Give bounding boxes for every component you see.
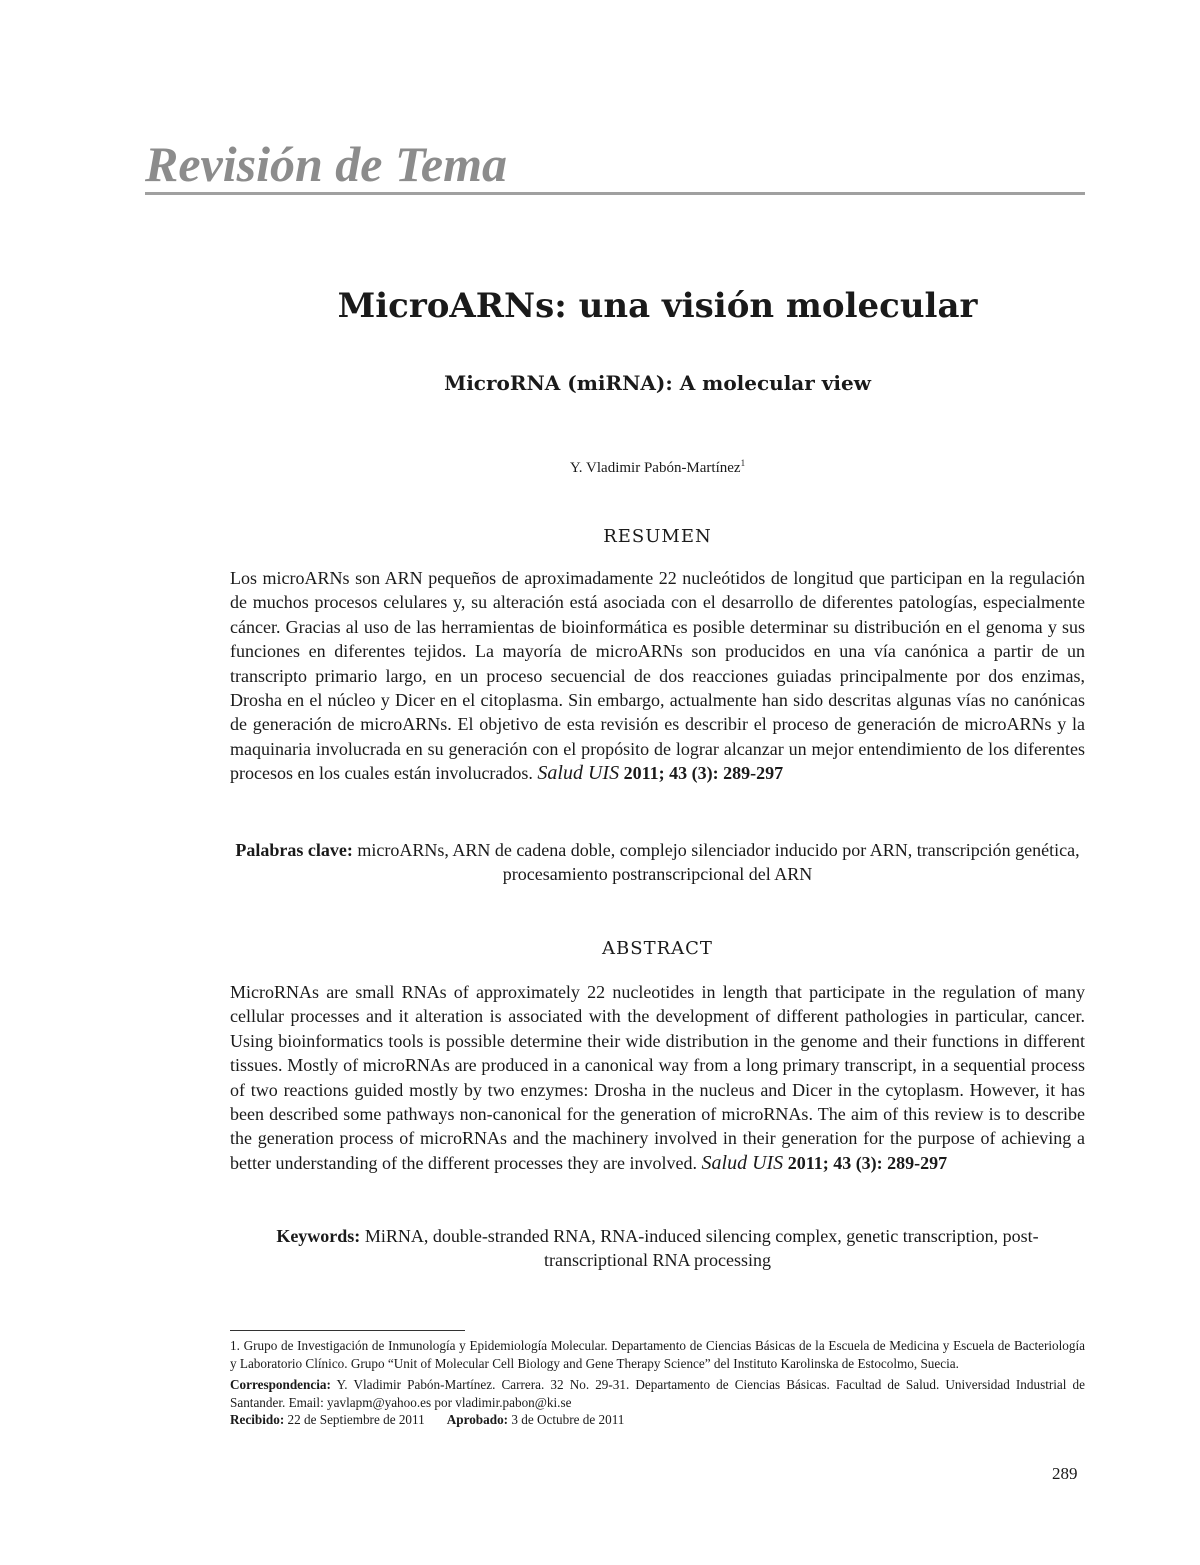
resumen-heading: RESUMEN — [603, 526, 712, 547]
resumen-keywords-label: Palabras clave: — [235, 840, 353, 860]
resumen-text: Los microARNs son ARN pequeños de aproximadamente 22 nucleótidos de longitud que participan en la regulación de muchos procesos celulares y, su alteración está asociada con el desarrollo de diferentes patologías, especialmente cáncer. Gracias al uso de las herramientas de bioinformática es posible determinar su distribución en el genoma y sus funciones en diferentes tejidos. La mayoría de microARNs son producidos en una vía canónica a partir de un transcripto primario largo, en un proceso secuencial de dos reacciones guiadas principalmente por dos enzimas, Drosha en el núcleo y Dicer en el citoplasma. Sin embargo, actualmente han sido descritas algunas vías no canónicas de generación de microARNs. El objetivo de esta revisión es describir el proceso de generación de microARNs y la maquinaria involucrada en su generación con el propósito de lograr alcanzar un mejor entendimiento de los diferentes procesos en los cuales están involucrados. — [230, 568, 1085, 784]
page-number: 289 — [1052, 1464, 1078, 1483]
footnote-divider — [230, 1330, 465, 1331]
footnotes — [230, 1337, 1085, 1429]
abstract-keywords — [230, 1224, 1085, 1272]
resumen-journal-name: Salud UIS — [537, 762, 620, 785]
abstract-keywords-label: Keywords: — [276, 1226, 361, 1246]
abstract-heading: ABSTRACT — [602, 938, 713, 959]
resumen-body — [230, 566, 1085, 786]
abstract-body — [230, 980, 1085, 1175]
author-footnote-marker: 1 — [740, 458, 746, 468]
approved-label: Aprobado: — [446, 1412, 509, 1428]
article-title: MicroARNs: una visión molecular — [337, 286, 978, 326]
abstract-journal-name: Salud UIS — [701, 1151, 784, 1174]
section-title: Revisión de Tema — [145, 136, 508, 192]
section-divider — [145, 192, 1085, 195]
correspondence-text: Y. Vladimir Pabón-Martínez. Carrera. 32 No. 29-31. Departamento de Ciencias Básicas. Facultad de Salud. Universidad Industrial de Santander. Email: yavlapm@yahoo.es por vladimir.pabon@ki.se — [230, 1377, 1085, 1410]
section-header — [145, 136, 1085, 192]
footnote-correspondence — [230, 1376, 1085, 1411]
correspondence-label: Correspondencia: — [230, 1377, 331, 1393]
footnote-affiliation: 1. Grupo de Investigación de Inmunología y Epidemiología Molecular. Departamento de Ciencias Básicas de la Escuela de Medicina y Escuela de Bacteriología y Laboratorio Clínico. Grupo “Unit of Molecular Cell Biology and Gene Therapy Science” del Instituto Karolinska de Estocolmo, Suecia. — [230, 1338, 1085, 1371]
footnote-dates — [230, 1411, 1085, 1429]
abstract-text: MicroRNAs are small RNAs of approximately 22 nucleotides in length that participate in the regulation of many cellular processes and it alteration is associated with the development of different pathologies in particular, cancer. Using bioinformatics tools is possible determine their wide distribution in the genome and their functions in different tissues. Mostly of microRNAs are produced in a canonical way from a long primary transcript, in a sequential process of two reactions guided mostly by two enzymes: Drosha in the nucleus and Dicer in the cytoplasm. However, it has been described some pathways non-canonical for the generation of microRNAs. The aim of this review is to describe the generation process of microRNAs and the machinery involved in their generation for the purpose of achieving a better understanding of the different processes they are involved. — [230, 982, 1085, 1173]
author-name: Y. Vladimir Pabón-Martínez — [569, 460, 741, 476]
article-subtitle: MicroRNA (miRNA): A molecular view — [444, 371, 871, 395]
abstract-citation: 2011; 43 (3): 289-297 — [787, 1152, 948, 1173]
approved-date: 3 de Octubre de 2011 — [511, 1412, 625, 1428]
received-date: 22 de Septiembre de 2011 — [287, 1412, 425, 1428]
resumen-citation: 2011; 43 (3): 289-297 — [623, 763, 784, 784]
received-label: Recibido: — [230, 1412, 285, 1428]
abstract-keywords-text: MiRNA, double-stranded RNA, RNA-induced silencing complex, genetic transcription, post-transcriptional RNA processing — [364, 1226, 1039, 1270]
author-line — [0, 452, 1200, 479]
resumen-keywords — [230, 838, 1085, 886]
resumen-keywords-text: microARNs, ARN de cadena doble, complejo silenciador inducido por ARN, transcripción genética, procesamiento postranscripcional del ARN — [357, 840, 1080, 884]
